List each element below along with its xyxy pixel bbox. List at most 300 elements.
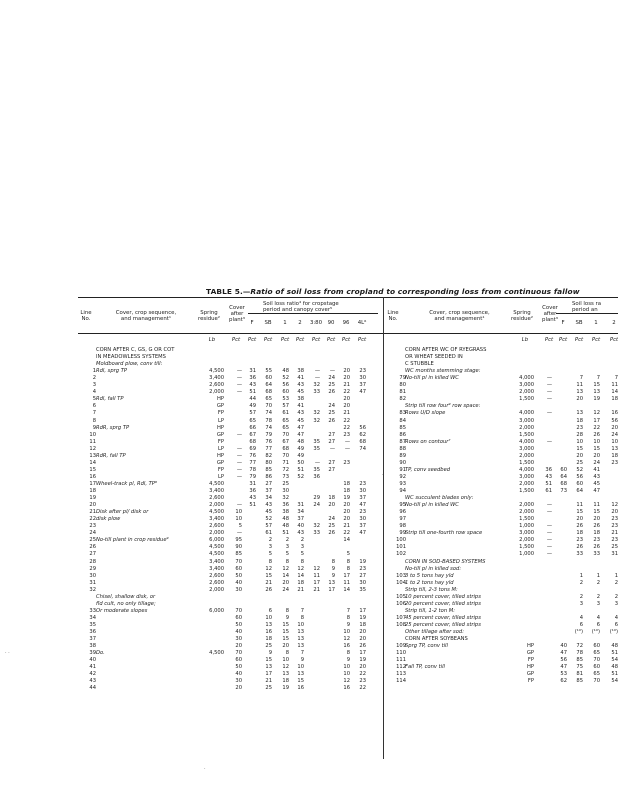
- row-soil-loss-ratio: 14: [343, 586, 350, 593]
- row-soil-loss-ratio: 20: [576, 516, 583, 523]
- row-line-number: 2: [92, 375, 96, 382]
- row-cover-after-plant: —: [236, 375, 242, 382]
- row-soil-loss-ratio: 65: [593, 671, 600, 678]
- row-soil-loss-ratio: 5: [300, 551, 304, 558]
- row-soil-loss-ratio: 74: [359, 445, 366, 452]
- row-spring-residue: HP: [216, 452, 224, 459]
- row-soil-loss-ratio: 13: [297, 643, 304, 650]
- row-line-number: 79: [399, 375, 406, 382]
- row-line-number: 86: [399, 431, 406, 438]
- row-soil-loss-ratio: 48: [611, 643, 618, 650]
- row-line-number: 43: [89, 678, 96, 685]
- row-soil-loss-ratio: 22: [343, 530, 350, 537]
- row-soil-loss-ratio: —: [314, 375, 320, 382]
- row-description: CORN AFTER C, GS, G OR COT: [96, 347, 175, 353]
- row-soil-loss-ratio: 38: [282, 509, 289, 516]
- row-spring-residue: 2,000: [209, 586, 224, 593]
- row-soil-loss-ratio: 3: [596, 600, 600, 607]
- row-soil-loss-ratio: 13: [265, 664, 272, 671]
- row-soil-loss-ratio: 25: [282, 480, 289, 487]
- bottom-mark: ·: [204, 766, 206, 772]
- row-soil-loss-ratio: 17: [593, 417, 600, 424]
- row-soil-loss-ratio: 14: [343, 537, 350, 544]
- row-spring-residue: 6,000: [209, 537, 224, 544]
- header-period: SB: [264, 320, 272, 326]
- row-cover-after-plant: 70: [235, 558, 242, 565]
- row-soil-loss-ratio: 35: [313, 466, 320, 473]
- row-soil-loss-ratio: 10: [282, 657, 289, 664]
- row-line-number: 83: [399, 410, 406, 417]
- row-cover-after-plant: 50: [235, 572, 242, 579]
- row-soil-loss-ratio: 1: [614, 572, 618, 579]
- row-soil-loss-ratio: 48: [282, 516, 289, 523]
- row-soil-loss-ratio: 22: [593, 424, 600, 431]
- row-soil-loss-ratio: 23: [359, 565, 366, 572]
- row-soil-loss-ratio: 61: [282, 410, 289, 417]
- row-soil-loss-ratio: —: [344, 445, 350, 452]
- row-spring-residue: 3,400: [209, 558, 224, 565]
- row-cover-after-plant: —: [236, 452, 242, 459]
- row-soil-loss-ratio: 15: [576, 509, 583, 516]
- row-soil-loss-ratio: 15: [282, 629, 289, 635]
- row-soil-loss-ratio: 27: [265, 480, 272, 487]
- row-soil-loss-ratio: 85: [576, 657, 583, 664]
- row-soil-loss-ratio: 21: [343, 523, 350, 530]
- row-spring-residue: 4,000: [519, 375, 534, 382]
- row-soil-loss-ratio: 14: [297, 572, 304, 579]
- row-soil-loss-ratio: 74: [265, 410, 272, 417]
- row-soil-loss-ratio: 20: [282, 579, 289, 586]
- row-soil-loss-ratio: 18: [297, 579, 304, 586]
- row-soil-loss-ratio: 21: [313, 586, 320, 593]
- row-cover-after-plant: —: [236, 431, 242, 438]
- row-soil-loss-ratio: 47: [359, 502, 366, 509]
- row-soil-loss-ratio: 79: [265, 431, 272, 438]
- row-soil-loss-ratio: 79: [249, 473, 256, 480]
- row-soil-loss-ratio: 35: [313, 438, 320, 445]
- row-soil-loss-ratio: 48: [282, 523, 289, 530]
- row-line-number: 89: [399, 452, 406, 459]
- header-cover-crop: Cover, crop sequence,: [115, 310, 177, 316]
- row-cover-after-plant: —: [546, 382, 552, 389]
- row-soil-loss-ratio: 15: [593, 382, 600, 389]
- row-soil-loss-ratio: 2: [285, 537, 289, 544]
- row-soil-loss-ratio: 31: [297, 502, 304, 509]
- row-soil-loss-ratio: 43: [297, 530, 304, 537]
- row-spring-residue: HP: [216, 424, 224, 431]
- row-description: WC succulent blades only:: [405, 495, 474, 502]
- row-soil-loss-ratio: 19: [359, 558, 366, 565]
- row-line-number: 25: [89, 537, 96, 544]
- row-soil-loss-ratio: 17: [359, 650, 366, 657]
- row-cover-after-plant: 61: [545, 488, 552, 494]
- header-unit: Pct: [591, 337, 601, 343]
- row-spring-residue: 2,000: [519, 424, 534, 431]
- row-line-number: 20: [89, 502, 96, 509]
- row-spring-residue: GP: [216, 459, 224, 466]
- row-description: Other tillage after sod:: [405, 629, 464, 635]
- row-soil-loss-ratio: 60: [593, 664, 600, 671]
- row-soil-loss-ratio: 18: [576, 417, 583, 424]
- row-cover-after-plant: —: [546, 396, 552, 403]
- row-description: fld cult, no only tillage;: [96, 600, 156, 607]
- row-soil-loss-ratio: 47: [359, 530, 366, 537]
- row-soil-loss-ratio: 22: [359, 685, 366, 692]
- row-soil-loss-ratio: 36: [282, 502, 289, 509]
- row-soil-loss-ratio: 1: [596, 572, 600, 579]
- row-soil-loss-ratio: 16: [343, 643, 350, 650]
- row-soil-loss-ratio: 44: [249, 396, 256, 403]
- row-soil-loss-ratio: 5: [268, 551, 272, 558]
- row-soil-loss-ratio: 22: [343, 424, 350, 431]
- row-soil-loss-ratio: 2: [579, 579, 583, 586]
- header-unit: Pct: [263, 337, 273, 343]
- row-spring-residue: 1,000: [519, 523, 534, 530]
- row-description: Rdl, fall TP: [96, 396, 124, 403]
- row-soil-loss-ratio: 26: [576, 544, 583, 551]
- row-soil-loss-ratio: 49: [249, 403, 256, 410]
- row-cover-after-plant: 30: [235, 678, 242, 685]
- row-soil-loss-ratio: 53: [282, 396, 289, 403]
- row-spring-residue: 1,500: [519, 431, 534, 438]
- row-line-number: 15: [89, 466, 96, 473]
- row-soil-loss-ratio: 4: [596, 614, 600, 621]
- row-soil-loss-ratio: 32: [313, 382, 320, 389]
- row-line-number: 94: [399, 488, 406, 494]
- row-spring-residue: 2,600: [209, 495, 224, 502]
- row-soil-loss-ratio: 3: [300, 544, 304, 551]
- row-soil-loss-ratio: 21: [343, 410, 350, 417]
- row-soil-loss-ratio: —: [329, 445, 335, 452]
- row-spring-residue: 3,000: [519, 530, 534, 537]
- row-description: OR WHEAT SEEDED IN: [405, 354, 463, 361]
- row-description: Rdl, sprg TP: [96, 368, 128, 375]
- row-cover-after-plant: —: [236, 459, 242, 466]
- row-line-number: 26: [89, 544, 96, 551]
- row-soil-loss-ratio: 10: [265, 614, 272, 621]
- row-soil-loss-ratio: 20: [282, 643, 289, 650]
- header-unit: Pct: [326, 337, 336, 343]
- row-line-number: 92: [399, 473, 406, 480]
- row-line-number: 19: [89, 495, 96, 502]
- table-title-text: Ratio of soil loss from cropland to corresponding loss from continuous fallow: [250, 287, 580, 296]
- row-soil-loss-ratio: 8: [346, 558, 350, 565]
- row-soil-loss-ratio: 37: [359, 523, 366, 530]
- row-line-number: 97: [399, 516, 406, 523]
- row-soil-loss-ratio: 43: [249, 382, 256, 389]
- row-soil-loss-ratio: 56: [560, 657, 567, 664]
- row-soil-loss-ratio: 10: [343, 671, 350, 678]
- row-soil-loss-ratio: 60: [576, 480, 583, 487]
- row-soil-loss-ratio: 37: [265, 488, 272, 494]
- row-soil-loss-ratio: 55: [265, 368, 272, 375]
- row-soil-loss-ratio: 7: [596, 375, 600, 382]
- row-line-number: 38: [89, 643, 96, 650]
- row-description: Disk after pl/ disk or: [96, 509, 149, 516]
- header-period: 3:80: [309, 320, 323, 326]
- row-soil-loss-ratio: 13: [576, 389, 583, 396]
- row-cover-after-plant: —: [546, 530, 552, 537]
- row-line-number: 111: [396, 657, 406, 664]
- row-soil-loss-ratio: 25: [265, 685, 272, 692]
- row-cover-after-plant: —: [236, 466, 242, 473]
- row-description: No-till pl in killed sod:: [405, 565, 462, 572]
- row-cover-after-plant: 51: [545, 480, 552, 487]
- row-soil-loss-ratio: 24: [328, 375, 335, 382]
- row-soil-loss-ratio: 8: [346, 565, 350, 572]
- row-soil-loss-ratio: 23: [611, 537, 618, 544]
- row-soil-loss-ratio: 8: [285, 650, 289, 657]
- row-soil-loss-ratio: 20: [328, 502, 335, 509]
- row-soil-loss-ratio: 27: [328, 438, 335, 445]
- header-period-group: Soil loss ratio⁴ for cropstage: [263, 301, 339, 307]
- row-soil-loss-ratio: 4: [579, 614, 583, 621]
- header-line-no: Line: [80, 310, 92, 316]
- header-line-no: No.: [388, 316, 398, 322]
- row-soil-loss-ratio: 20: [576, 396, 583, 403]
- row-line-number: 22: [89, 516, 96, 523]
- row-cover-after-plant: 70: [235, 650, 242, 657]
- row-cover-after-plant: 50: [235, 621, 242, 628]
- row-soil-loss-ratio: 73: [282, 473, 289, 480]
- row-cover-after-plant: 40: [235, 629, 242, 635]
- row-soil-loss-ratio: 47: [359, 389, 366, 396]
- row-soil-loss-ratio: 8: [346, 614, 350, 621]
- header-unit: Pct: [574, 337, 584, 343]
- row-soil-loss-ratio: 68: [359, 438, 366, 445]
- row-soil-loss-ratio: 9: [300, 657, 304, 664]
- row-soil-loss-ratio: 18: [611, 396, 618, 403]
- row-cover-after-plant: 40: [235, 671, 242, 678]
- row-soil-loss-ratio: 66: [249, 424, 256, 431]
- row-soil-loss-ratio: 49: [297, 445, 304, 452]
- row-soil-loss-ratio: 40: [297, 523, 304, 530]
- row-soil-loss-ratio: 2: [268, 537, 272, 544]
- row-soil-loss-ratio: 17: [265, 671, 272, 678]
- row-spring-residue: HP: [526, 643, 534, 650]
- row-soil-loss-ratio: 23: [611, 523, 618, 530]
- row-line-number: 23: [89, 523, 96, 530]
- row-soil-loss-ratio: 12: [313, 565, 320, 572]
- row-soil-loss-ratio: 23: [359, 368, 366, 375]
- row-soil-loss-ratio: 40: [560, 643, 567, 650]
- row-soil-loss-ratio: 10: [576, 438, 583, 445]
- row-soil-loss-ratio: 21: [265, 579, 272, 586]
- row-soil-loss-ratio: 26: [576, 523, 583, 530]
- row-soil-loss-ratio: 30: [359, 516, 366, 523]
- row-soil-loss-ratio: 26: [593, 544, 600, 551]
- row-soil-loss-ratio: 2: [596, 579, 600, 586]
- header-unit: Pct: [357, 337, 367, 343]
- row-soil-loss-ratio: 51: [297, 466, 304, 473]
- header-period: 2: [298, 320, 302, 326]
- column-divider: [383, 297, 384, 759]
- row-soil-loss-ratio: 15: [282, 636, 289, 643]
- row-description: No-till pl in killed WC: [405, 375, 459, 382]
- row-spring-residue: 2,000: [519, 537, 534, 544]
- row-soil-loss-ratio: 41: [297, 375, 304, 382]
- row-soil-loss-ratio: 7: [346, 607, 350, 614]
- row-line-number: 98: [399, 523, 406, 530]
- row-spring-residue: 1,500: [519, 516, 534, 523]
- row-soil-loss-ratio: 23: [611, 516, 618, 523]
- row-spring-residue: 4,500: [209, 509, 224, 516]
- row-soil-loss-ratio: 11: [611, 382, 618, 389]
- row-soil-loss-ratio: 4: [614, 614, 618, 621]
- row-soil-loss-ratio: —: [314, 368, 320, 375]
- row-soil-loss-ratio: 13: [297, 629, 304, 635]
- row-line-number: 109: [396, 643, 406, 650]
- row-soil-loss-ratio: 38: [297, 396, 304, 403]
- row-soil-loss-ratio: 10: [343, 629, 350, 635]
- row-soil-loss-ratio: 43: [297, 410, 304, 417]
- row-soil-loss-ratio: 21: [265, 678, 272, 685]
- row-soil-loss-ratio: 13: [265, 621, 272, 628]
- row-soil-loss-ratio: 10: [297, 621, 304, 628]
- row-soil-loss-ratio: 51: [611, 671, 618, 678]
- row-cover-after-plant: —: [546, 375, 552, 382]
- row-soil-loss-ratio: 7: [614, 375, 618, 382]
- row-spring-residue: 3,400: [209, 375, 224, 382]
- row-spring-residue: LP: [217, 417, 224, 424]
- row-line-number: 1: [92, 368, 96, 375]
- row-cover-after-plant: —: [236, 502, 242, 509]
- row-spring-residue: 6,000: [209, 607, 224, 614]
- row-line-number: 95: [399, 502, 406, 509]
- row-soil-loss-ratio: 26: [265, 586, 272, 593]
- row-line-number: 113: [396, 671, 406, 678]
- row-soil-loss-ratio: 12: [343, 678, 350, 685]
- row-soil-loss-ratio: 27: [328, 459, 335, 466]
- row-soil-loss-ratio: 31: [611, 551, 618, 558]
- row-soil-loss-ratio: 62: [560, 678, 567, 685]
- header-unit: Pct: [544, 337, 554, 343]
- row-soil-loss-ratio: 24: [328, 516, 335, 523]
- row-line-number: 81: [399, 389, 406, 396]
- row-cover-after-plant: 43: [545, 473, 552, 480]
- row-soil-loss-ratio: 31: [249, 368, 256, 375]
- row-soil-loss-ratio: 12: [282, 664, 289, 671]
- row-cover-after-plant: —: [546, 523, 552, 530]
- row-line-number: 30: [89, 572, 96, 579]
- row-soil-loss-ratio: 21: [343, 382, 350, 389]
- row-cover-after-plant: 36: [545, 466, 552, 473]
- row-soil-loss-ratio: 13: [328, 579, 335, 586]
- row-soil-loss-ratio: 2: [300, 537, 304, 544]
- row-spring-residue: 2,600: [209, 523, 224, 530]
- row-soil-loss-ratio: 24: [593, 459, 600, 466]
- row-spring-residue: 2,000: [519, 509, 534, 516]
- row-soil-loss-ratio: 20: [359, 629, 366, 635]
- row-line-number: 37: [89, 636, 96, 643]
- row-soil-loss-ratio: 6: [268, 607, 272, 614]
- row-cover-after-plant: —: [236, 382, 242, 389]
- row-soil-loss-ratio: 65: [282, 424, 289, 431]
- row-soil-loss-ratio: 64: [576, 488, 583, 494]
- row-soil-loss-ratio: 3: [614, 600, 618, 607]
- header-unit: Pct: [247, 337, 257, 343]
- row-soil-loss-ratio: 68: [265, 389, 272, 396]
- row-soil-loss-ratio: 18: [343, 480, 350, 487]
- row-description: Strip till, 1-2 ton M:: [405, 607, 455, 614]
- row-soil-loss-ratio: 24: [611, 431, 618, 438]
- row-cover-after-plant: —: [546, 438, 552, 445]
- row-soil-loss-ratio: 70: [265, 403, 272, 410]
- row-soil-loss-ratio: 6: [579, 621, 583, 628]
- row-line-number: 14: [89, 459, 96, 466]
- row-description: Rows on contour⁷: [405, 438, 451, 445]
- row-soil-loss-ratio: 8: [300, 558, 304, 565]
- row-soil-loss-ratio: 8: [285, 558, 289, 565]
- row-soil-loss-ratio: 20: [611, 509, 618, 516]
- row-description: 25 percent cover, tilled strips: [405, 621, 481, 628]
- row-soil-loss-ratio: 17: [359, 607, 366, 614]
- header-cover-after-plant: Cover: [229, 305, 245, 311]
- row-soil-loss-ratio: 30: [359, 579, 366, 586]
- row-line-number: 82: [399, 396, 406, 403]
- row-spring-residue: 2,000: [519, 480, 534, 487]
- row-cover-after-plant: —: [546, 502, 552, 509]
- row-soil-loss-ratio: 27: [328, 466, 335, 473]
- row-description: No-till plant in crop residue⁹: [96, 537, 169, 544]
- row-soil-loss-ratio: 13: [576, 410, 583, 417]
- row-soil-loss-ratio: 20: [343, 516, 350, 523]
- row-description: Fall TP, conv till: [405, 664, 445, 671]
- table-title-prefix: TABLE 5.—: [206, 287, 251, 296]
- row-spring-residue: 4,000: [519, 410, 534, 417]
- row-soil-loss-ratio: 14: [282, 572, 289, 579]
- row-soil-loss-ratio: 9: [346, 657, 350, 664]
- row-line-number: 8: [92, 417, 96, 424]
- row-soil-loss-ratio: 25: [328, 523, 335, 530]
- row-soil-loss-ratio: 9: [331, 572, 335, 579]
- row-soil-loss-ratio: 19: [359, 614, 366, 621]
- row-soil-loss-ratio: 47: [297, 424, 304, 431]
- row-soil-loss-ratio: 20: [343, 509, 350, 516]
- row-soil-loss-ratio: 65: [249, 417, 256, 424]
- row-soil-loss-ratio: 20: [576, 452, 583, 459]
- row-soil-loss-ratio: 76: [249, 452, 256, 459]
- row-soil-loss-ratio: 72: [576, 643, 583, 650]
- row-soil-loss-ratio: 38: [297, 368, 304, 375]
- row-soil-loss-ratio: 11: [576, 382, 583, 389]
- row-soil-loss-ratio: 16: [343, 685, 350, 692]
- row-soil-loss-ratio: 47: [560, 664, 567, 671]
- header-line-no: No.: [81, 316, 91, 322]
- row-spring-residue: FP: [527, 657, 534, 664]
- row-soil-loss-ratio: 7: [579, 375, 583, 382]
- row-spring-residue: FP: [217, 466, 224, 473]
- row-soil-loss-ratio: (¹⁰): [591, 629, 600, 635]
- header-spring-residue: residue²: [510, 316, 534, 322]
- row-line-number: 5: [92, 396, 96, 403]
- row-description: Wheel-track pl, Rdl, TP⁸: [96, 480, 158, 487]
- header-cover-crop: and management¹: [434, 316, 485, 322]
- row-line-number: 93: [399, 480, 406, 487]
- row-soil-loss-ratio: 13: [297, 636, 304, 643]
- row-soil-loss-ratio: 37: [359, 382, 366, 389]
- row-soil-loss-ratio: 20: [343, 403, 350, 410]
- row-spring-residue: 3,000: [519, 445, 534, 452]
- row-soil-loss-ratio: 76: [265, 438, 272, 445]
- row-soil-loss-ratio: 81: [576, 671, 583, 678]
- row-soil-loss-ratio: 23: [359, 678, 366, 685]
- row-soil-loss-ratio: 43: [297, 382, 304, 389]
- header-period: SB: [575, 320, 583, 326]
- row-soil-loss-ratio: 12: [343, 636, 350, 643]
- row-spring-residue: FP: [217, 438, 224, 445]
- row-soil-loss-ratio: 41: [593, 466, 600, 473]
